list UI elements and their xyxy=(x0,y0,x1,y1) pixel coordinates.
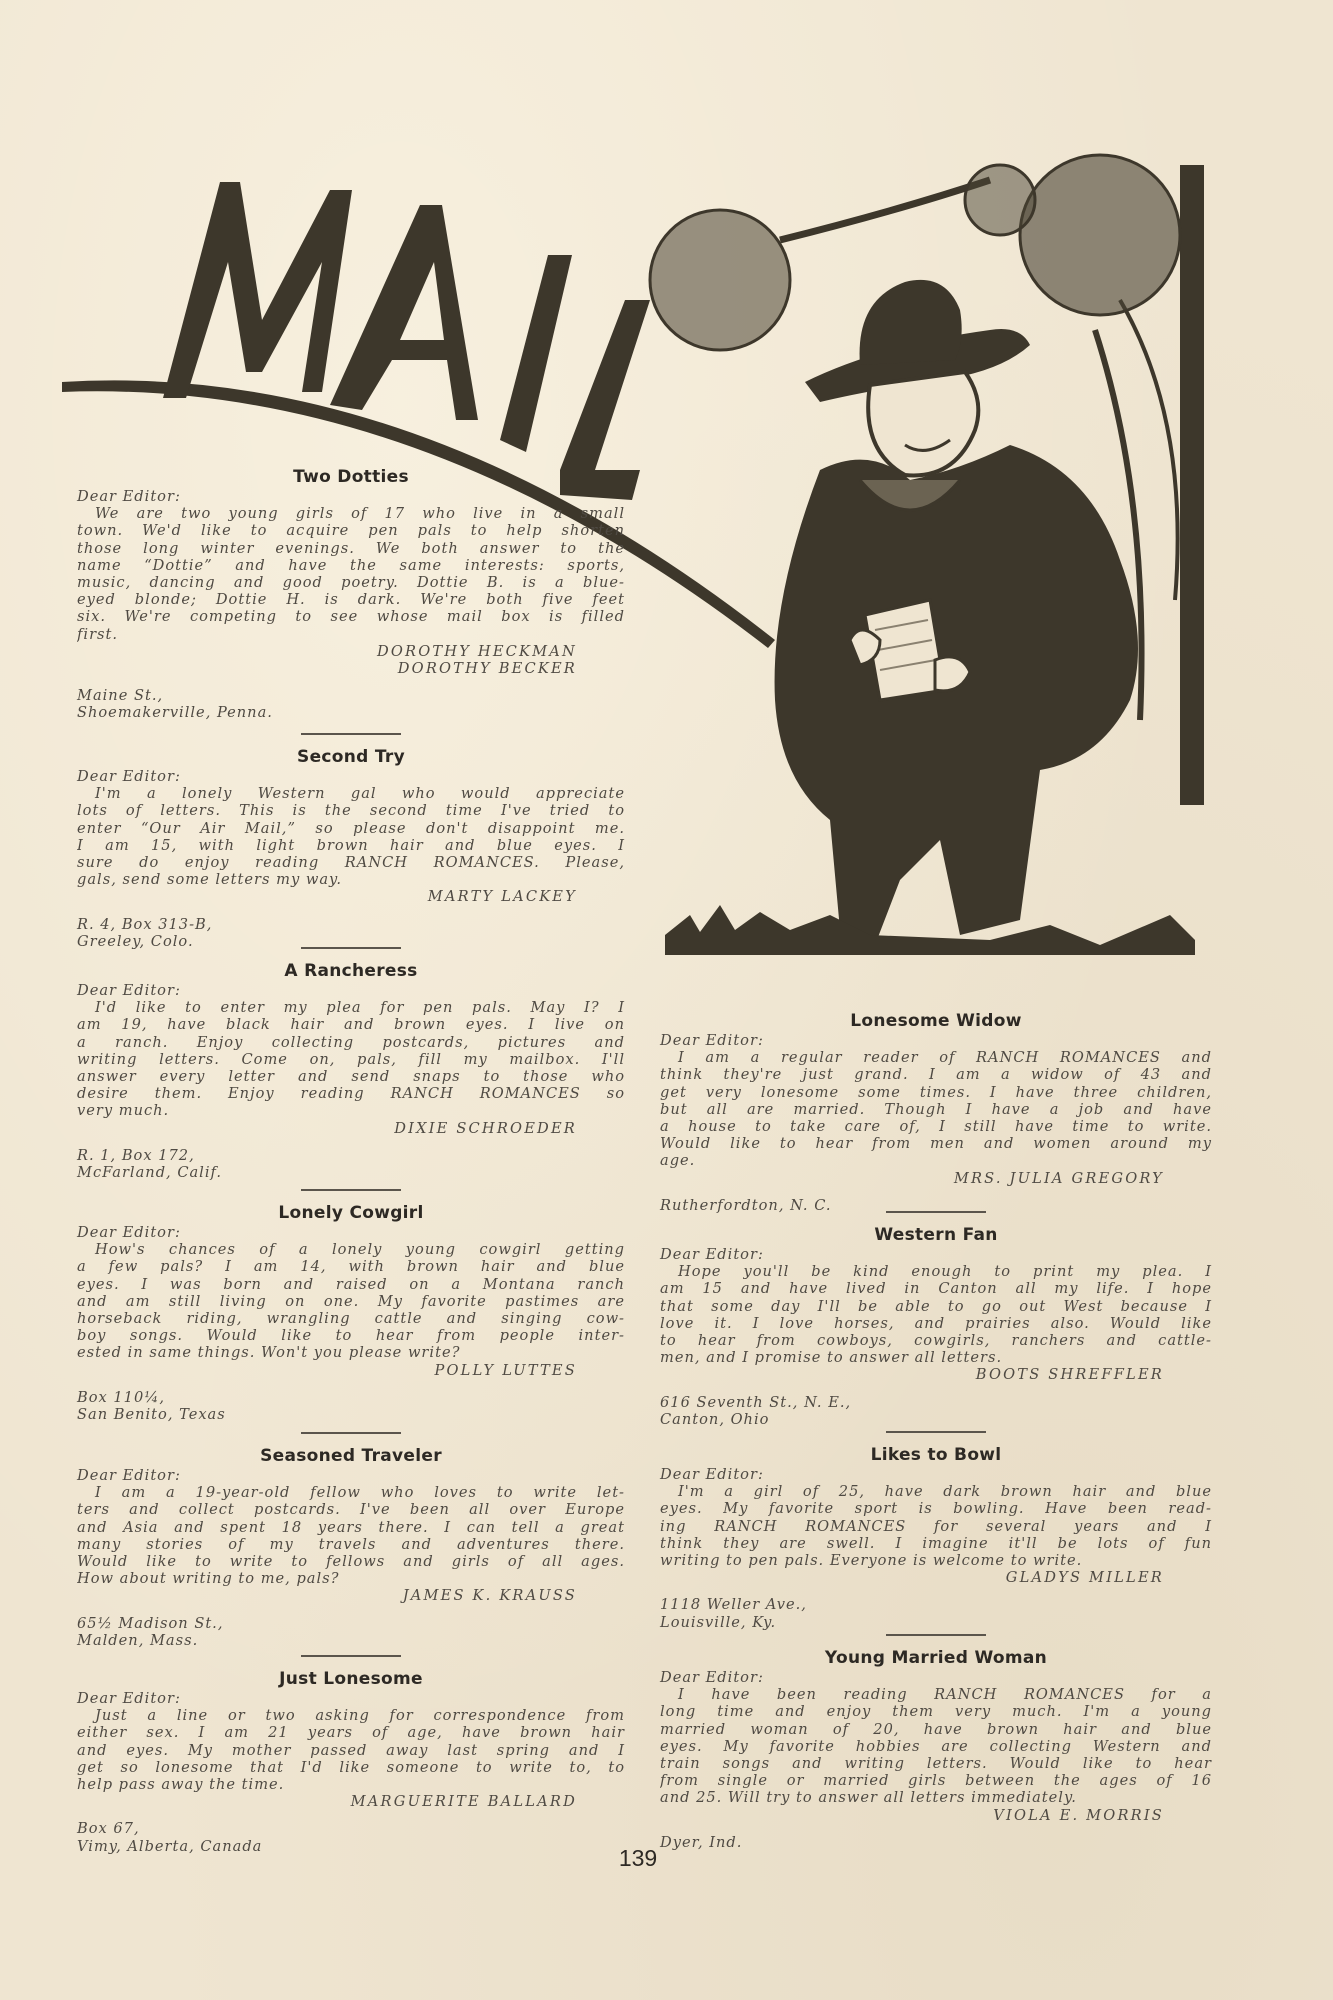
body-line: answer every letter and send snaps to those who xyxy=(77,1067,625,1085)
signature: POLLY LUTTES xyxy=(434,1361,577,1379)
letter-heading: Lonely Cowgirl xyxy=(278,1203,424,1223)
address xyxy=(660,1834,1212,1851)
body-line: think they're just grand. I am a widow of 43 and xyxy=(660,1066,1212,1084)
salutation: Dear Editor: xyxy=(77,1690,181,1707)
separator-rule xyxy=(301,1655,401,1657)
body-line: and eyes. My mother passed away last spring and I xyxy=(77,1741,625,1759)
body-line: first. xyxy=(77,625,119,643)
body-line: men, and I promise to answer all letters. xyxy=(660,1349,1003,1367)
signature: DOROTHY BECKER xyxy=(397,659,577,677)
body-line: Would like to hear from men and women around my xyxy=(660,1135,1212,1153)
body-line: long time and enjoy them very much. I'm a young xyxy=(660,1703,1212,1721)
body-line: We are two young girls of 17 who live in a small xyxy=(95,505,625,523)
body-line: Would like to write to fellows and girls of all ages. xyxy=(77,1552,625,1570)
letter xyxy=(660,1634,1212,1851)
body-line: love it. I love horses, and prairies also. Would like xyxy=(660,1314,1212,1332)
address xyxy=(660,1596,1212,1630)
body-line: I have been reading RANCH ROMANCES for a xyxy=(678,1686,1212,1704)
letter xyxy=(77,733,625,950)
address-line: McFarland, Calif. xyxy=(77,1163,223,1181)
letter-heading: Seasoned Traveler xyxy=(260,1446,442,1466)
separator-rule xyxy=(301,733,401,735)
body-line: eyes. My favorite sport is bowling. Have been read- xyxy=(660,1500,1212,1518)
salutation: Dear Editor: xyxy=(77,1467,181,1484)
signature: VIOLA E. MORRIS xyxy=(993,1806,1164,1824)
salutation: Dear Editor: xyxy=(660,1246,764,1263)
address-line: Louisville, Ky. xyxy=(660,1613,777,1631)
address xyxy=(77,687,625,721)
signature: MRS. JULIA GREGORY xyxy=(953,1169,1164,1187)
separator-rule xyxy=(301,1189,401,1191)
body-line: I'd like to enter my plea for pen pals. May I? I xyxy=(95,999,625,1017)
salutation: Dear Editor: xyxy=(77,982,181,999)
letter-heading: Just Lonesome xyxy=(279,1669,423,1689)
letter-heading: Likes to Bowl xyxy=(870,1445,1002,1465)
body-line: very much. xyxy=(77,1102,170,1120)
address-line: Vimy, Alberta, Canada xyxy=(77,1837,263,1855)
body-line: eyes. I was born and raised on a Montana ranch xyxy=(77,1275,625,1293)
address-line: Shoemakerville, Penna. xyxy=(77,704,273,722)
signature: BOOTS SHREFFLER xyxy=(975,1366,1164,1384)
signature: DOROTHY HECKMAN xyxy=(376,642,577,660)
address-line: R. 1, Box 172, xyxy=(77,1146,195,1164)
salutation: Dear Editor: xyxy=(660,1669,764,1686)
address-line: R. 4, Box 313-B, xyxy=(77,915,213,933)
letter-heading: Western Fan xyxy=(874,1225,998,1245)
address-line: 65½ Madison St., xyxy=(77,1614,224,1632)
address-line: Malden, Mass. xyxy=(77,1631,199,1649)
separator-rule xyxy=(886,1211,986,1213)
body-line: six. We're competing to see whose mail box is filled xyxy=(77,608,625,626)
body-line: get so lonesome that I'd like someone to write to, to xyxy=(77,1758,625,1776)
body-line: How's chances of a lonely young cowgirl getting xyxy=(95,1241,625,1259)
cowboy-illustration xyxy=(650,155,1204,955)
body-line: I'm a girl of 25, have dark brown hair and blue xyxy=(678,1483,1212,1501)
letter xyxy=(77,467,625,722)
body-line: enter “Our Air Mail,” so please don't disappoint me. xyxy=(77,819,625,837)
body-line: to hear from cowboys, cowgirls, ranchers and cattle- xyxy=(660,1331,1212,1349)
separator-rule xyxy=(301,947,401,949)
body-line: am 15 and have lived in Canton all my life. I hope xyxy=(660,1280,1212,1298)
body-line: train songs and writing letters. Would like to hear xyxy=(660,1754,1212,1772)
separator-rule xyxy=(301,1432,401,1434)
separator-rule xyxy=(886,1634,986,1636)
letter xyxy=(660,1431,1212,1631)
signature: DIXIE SCHROEDER xyxy=(394,1119,577,1137)
address-line: Maine St., xyxy=(77,687,164,705)
body-line: name “Dottie” and have the same interests: sports, xyxy=(77,556,625,574)
body-line: that some day I'll be able to go out West because I xyxy=(660,1297,1212,1315)
letter-heading: Two Dotties xyxy=(293,467,409,487)
letter-heading: Second Try xyxy=(297,747,405,767)
body-line: I am a 19-year-old fellow who loves to write let- xyxy=(95,1484,625,1502)
address xyxy=(660,1394,1212,1428)
body-line: help pass away the time. xyxy=(77,1775,285,1793)
body-line: Just a line or two asking for correspondence from xyxy=(95,1707,625,1725)
body-line: married woman of 20, have brown hair and blue xyxy=(660,1720,1212,1738)
letter xyxy=(77,1655,625,1855)
letter-heading: Young Married Woman xyxy=(824,1648,1048,1668)
body-line: How about writing to me, pals? xyxy=(77,1570,340,1588)
body-line: a house to take care of, I still have time to write. xyxy=(660,1117,1212,1135)
body-line: ing RANCH ROMANCES for several years and I xyxy=(660,1517,1212,1535)
address-line: Rutherfordton, N. C. xyxy=(660,1196,832,1214)
body-line: many stories of my travels and adventures there. xyxy=(77,1535,625,1553)
address-line: Box 110¼, xyxy=(77,1388,166,1406)
body-line: boy songs. Would like to hear from people inter- xyxy=(77,1327,625,1345)
address-line: San Benito, Texas xyxy=(77,1405,226,1423)
address xyxy=(77,916,625,950)
body-line: I am 15, with light brown hair and blue eyes. I xyxy=(77,836,625,854)
salutation: Dear Editor: xyxy=(660,1032,764,1049)
body-line: think they are swell. I imagine it'll be lots of fun xyxy=(660,1534,1212,1552)
body-line: age. xyxy=(660,1152,696,1170)
body-line: Hope you'll be kind enough to print my plea. I xyxy=(678,1263,1212,1281)
letter xyxy=(660,1011,1212,1214)
signature: MARGUERITE BALLARD xyxy=(350,1793,577,1811)
address-line: Canton, Ohio xyxy=(660,1410,770,1428)
letter-heading: Lonesome Widow xyxy=(850,1011,1022,1031)
letter xyxy=(660,1211,1212,1428)
signature: GLADYS MILLER xyxy=(1005,1569,1164,1587)
salutation: Dear Editor: xyxy=(77,488,181,505)
body-line: from single or married girls between the ages of 16 xyxy=(660,1772,1212,1790)
signature: JAMES K. KRAUSS xyxy=(402,1587,577,1605)
body-line: a ranch. Enjoy collecting postcards, pictures and xyxy=(77,1033,625,1051)
body-line: horseback riding, wrangling cattle and singing cow- xyxy=(77,1309,625,1327)
body-line: I am a regular reader of RANCH ROMANCES and xyxy=(678,1049,1212,1067)
body-line: gals, send some letters my way. xyxy=(77,871,343,889)
address-line: Greeley, Colo. xyxy=(77,932,194,950)
body-line: town. We'd like to acquire pen pals to help shorten xyxy=(77,522,625,540)
body-line: sure do enjoy reading RANCH ROMANCES. Please, xyxy=(77,853,625,871)
address xyxy=(77,1615,625,1649)
body-line: get very lonesome some times. I have three children, xyxy=(660,1083,1212,1101)
address xyxy=(77,1820,625,1854)
body-line: desire them. Enjoy reading RANCH ROMANCES so xyxy=(77,1085,625,1103)
signature: MARTY LACKEY xyxy=(427,888,577,906)
letter xyxy=(77,1432,625,1649)
address-line: Box 67, xyxy=(77,1820,140,1838)
salutation: Dear Editor: xyxy=(660,1466,764,1483)
letter xyxy=(77,947,625,1181)
body-line: either sex. I am 21 years of age, have brown hair xyxy=(77,1724,625,1742)
address xyxy=(77,1147,625,1181)
body-line: and Asia and spent 18 years there. I can tell a great xyxy=(77,1518,625,1536)
body-line: ters and collect postcards. I've been all over Europe xyxy=(77,1501,625,1519)
letter-heading: A Rancheress xyxy=(284,961,418,981)
address-line: Dyer, Ind. xyxy=(660,1833,743,1851)
body-line: those long winter evenings. We both answer to the xyxy=(77,539,625,557)
address-line: 616 Seventh St., N. E., xyxy=(660,1393,852,1411)
body-line: writing to pen pals. Everyone is welcome to write. xyxy=(660,1551,1083,1569)
address-line: 1118 Weller Ave., xyxy=(660,1596,807,1614)
page-number: 139 xyxy=(618,1845,658,1871)
body-line: writing letters. Come on, pals, fill my mailbox. I'll xyxy=(77,1050,625,1068)
body-line: and 25. Will try to answer all letters immediately. xyxy=(660,1789,1077,1807)
body-line: I'm a lonely Western gal who would appreciate xyxy=(95,785,625,803)
body-line: ested in same things. Won't you please write? xyxy=(77,1344,461,1362)
body-line: but all are married. Though I have a job and have xyxy=(660,1100,1212,1118)
body-line: lots of letters. This is the second time I've tried to xyxy=(77,802,625,820)
body-line: eyes. My favorite hobbies are collecting Western and xyxy=(660,1737,1212,1755)
body-line: music, dancing and good poetry. Dottie B. is a blue- xyxy=(77,573,625,591)
body-line: a few pals? I am 14, with brown hair and blue xyxy=(77,1258,625,1276)
letter xyxy=(77,1189,625,1423)
body-line: am 19, have black hair and brown eyes. I live on xyxy=(77,1016,625,1034)
body-line: eyed blonde; Dottie H. is dark. We're both five feet xyxy=(77,591,625,609)
body-line: and am still living on one. My favorite pastimes are xyxy=(77,1292,625,1310)
separator-rule xyxy=(886,1431,986,1433)
salutation: Dear Editor: xyxy=(77,1224,181,1241)
address xyxy=(77,1389,625,1423)
salutation: Dear Editor: xyxy=(77,768,181,785)
